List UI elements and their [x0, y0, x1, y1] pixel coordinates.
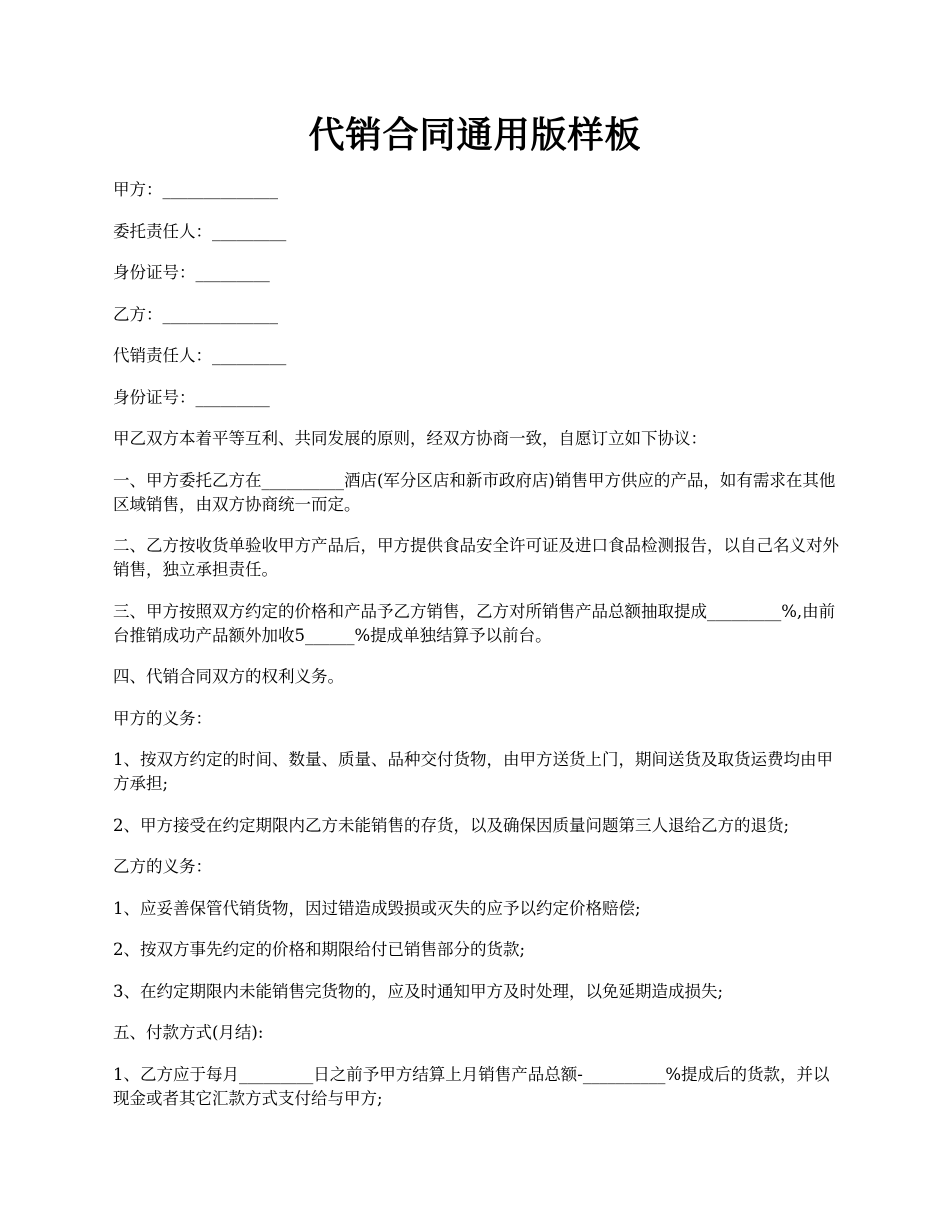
clause-4-heading: 四、代销合同双方的权利义务。 [113, 667, 344, 686]
clause-2: 二、乙方按收货单验收甲方产品后，甲方提供食品安全许可证及进口食品检测报告，以自己名义对外销售，独立承担责任。 [113, 536, 839, 579]
party-b-obligation-2: 2、按双方事先约定的价格和期限给付已销售部分的货款; [113, 940, 526, 959]
party-b-representative-line: 代销责任人：_________ [113, 346, 287, 365]
party-b-obligations-heading: 乙方的义务： [113, 857, 212, 876]
party-b-obligation-3: 3、在约定期限内未能销售完货物的，应及时通知甲方及时处理，以免延期造成损失; [113, 981, 724, 1001]
party-a-id-line: 身份证号：_________ [113, 263, 270, 282]
clause-3: 三、甲方按照双方约定的价格和产品予乙方销售，乙方对所销售产品总额抽取提成_________%,由前台推销成功产品额外加收5______%提成单独结算予以前台。 [113, 601, 836, 645]
agreement-preamble: 甲乙双方本着平等互利、共同发展的原则，经双方协商一致，自愿订立如下协议： [113, 429, 707, 448]
party-b-id-line: 身份证号：_________ [113, 387, 270, 407]
party-a-line: 甲方：______________ [113, 180, 278, 199]
party-b-line: 乙方：______________ [113, 304, 278, 324]
party-a-obligation-1: 1、按双方约定的时间、数量、质量、品种交付货物，由甲方送货上门，期间送货及取货运费均由甲方承担; [113, 750, 833, 793]
payment-term-1: 1、乙方应于每月_________日之前予甲方结算上月销售产品总额-__________%提成后的货款，并以现金或者其它汇款方式支付给与甲方; [113, 1064, 830, 1108]
party-a-representative-line: 委托责任人：_________ [113, 221, 287, 241]
clause-1: 一、甲方委托乙方在__________酒店(军分区店和新市政府店)销售甲方供应的产品，如有需求在其他区域销售，由双方协商统一而定。 [113, 470, 836, 514]
document-title: 代销合同通用版样板 [308, 115, 642, 156]
party-b-obligation-1: 1、应妥善保管代销货物，因过错造成毁损或灭失的应予以约定价格赔偿; [113, 898, 641, 918]
party-a-obligations-heading: 甲方的义务： [113, 708, 212, 728]
party-a-obligation-2: 2、甲方接受在约定期限内乙方未能销售的存货，以及确保因质量问题第三人退给乙方的退货; [113, 815, 790, 835]
document-body [113, 178, 841, 1128]
clause-5-heading: 五、付款方式(月结): [113, 1023, 264, 1042]
